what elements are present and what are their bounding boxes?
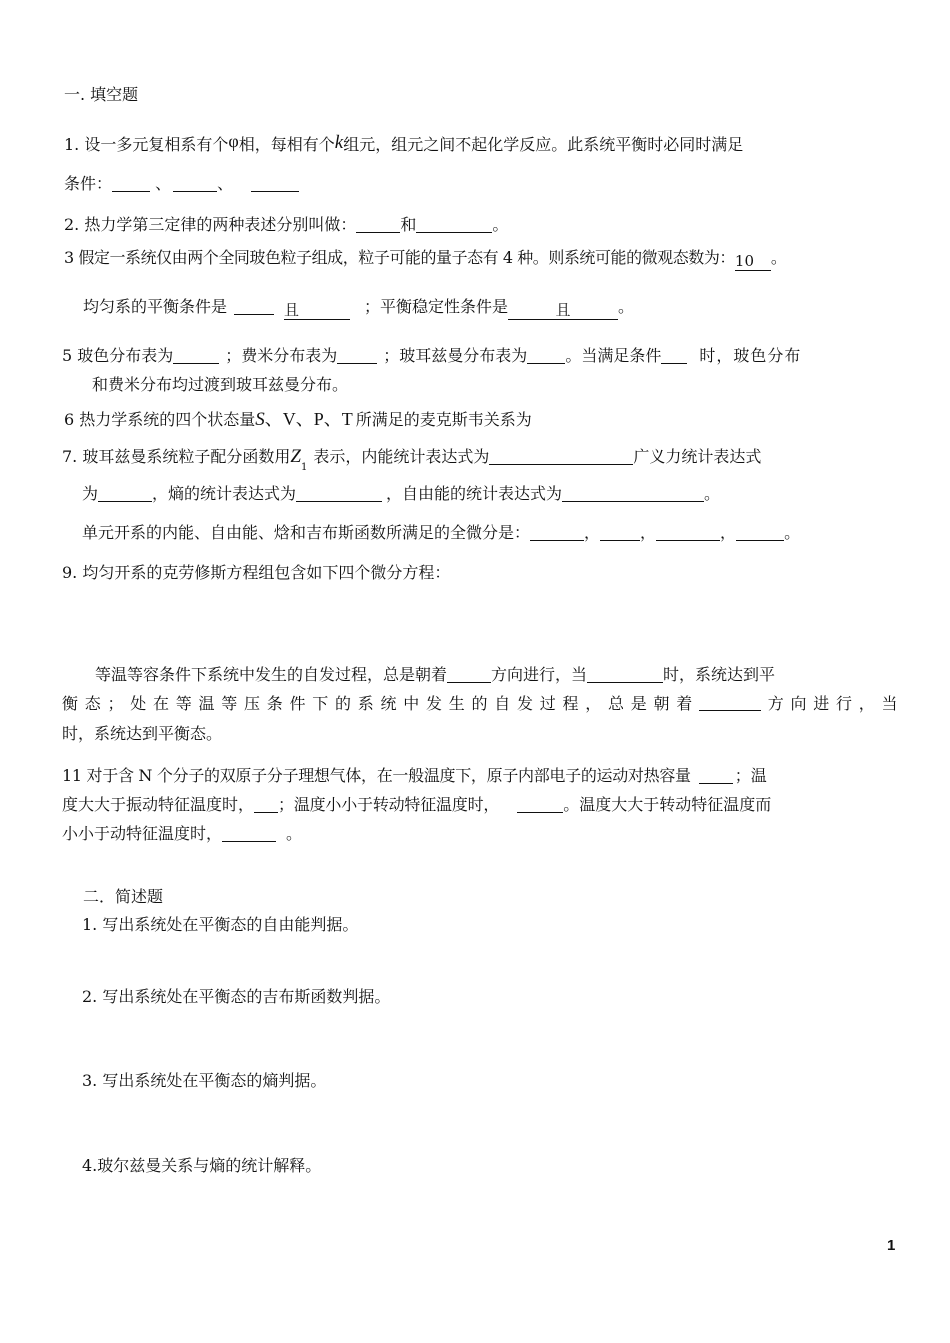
q2-blank-2[interactable]: [416, 216, 492, 233]
q7-text-a: 7. 玻耳兹曼系统粒子配分函数用: [62, 447, 291, 466]
q2-and: 和: [400, 215, 417, 234]
q10-l2-char: 处: [130, 694, 147, 713]
q1-blank-2[interactable]: [173, 175, 217, 192]
q2-blank-1[interactable]: [356, 216, 400, 233]
q11-blank-3[interactable]: [517, 796, 563, 813]
q8-blank-1[interactable]: [530, 524, 584, 541]
q10-blank-2[interactable]: [587, 666, 663, 683]
q4-mid: ；平衡稳定性条件是: [364, 297, 509, 316]
q8-blank-2[interactable]: [600, 524, 640, 541]
short-answer-item: 2. 写出系统处在平衡态的吉布斯函数判据。: [82, 987, 391, 1006]
q10-l2-char: 件: [289, 694, 306, 713]
page-number: 1: [887, 1237, 896, 1254]
section-heading-short-answer: 二．简述题: [83, 887, 164, 906]
q10-l2-char: 过: [539, 694, 556, 713]
q11-blank-2[interactable]: [254, 796, 278, 813]
question-4: [83, 297, 634, 320]
q10-l2-char: ；: [107, 694, 124, 713]
q2-text: 2. 热力学第三定律的两种表述分别叫做：: [64, 215, 357, 234]
q11-text-c: 度大大于振动特征温度时，: [62, 795, 255, 814]
question-7: [62, 447, 761, 478]
q3-answer: 10: [735, 254, 771, 271]
q4-qie-2: 且: [508, 303, 618, 320]
q8-comma: ，: [720, 523, 737, 542]
q10-l2-char: 温: [198, 694, 215, 713]
q1-conditions-label: 条件：: [64, 174, 113, 193]
q5-text-e: 时，玻色分布: [699, 346, 802, 365]
q10-l2-char: 当: [881, 694, 898, 713]
q10-text-c: 时，系统达到平: [663, 665, 776, 684]
q10-l2-char: 的: [335, 694, 352, 713]
q7-blank-4[interactable]: [562, 485, 704, 502]
q5-blank-2[interactable]: [337, 347, 377, 364]
question-9: 9. 均匀开系的克劳修斯方程组包含如下四个微分方程：: [62, 563, 451, 582]
q10-l2-char: 衡: [62, 694, 79, 713]
q10-l2-char: 态: [84, 694, 101, 713]
q2-end: 。: [492, 215, 509, 234]
question-10-line-2: [62, 694, 898, 714]
q10-l2-char: 压: [244, 694, 261, 713]
q10-l2-char: 等: [221, 694, 238, 713]
q5-text-b: ；费米分布表为: [225, 346, 338, 365]
q10-text-a: 等温等容条件下系统中发生的自发过程，总是朝着: [95, 665, 448, 684]
question-11-line-3: [62, 824, 302, 844]
q10-text-b: 方向进行，当: [491, 665, 588, 684]
q10-l2-char: 生: [448, 694, 465, 713]
q11-text-a: 11 对于含 N 个分子的双原子分子理想气体，在一般温度下，原子内部电子的运动对热容量: [62, 766, 691, 785]
q1-blank-3[interactable]: [251, 175, 299, 192]
q6-text-b: 所满足的麦克斯韦关系为: [355, 410, 532, 429]
q10-blank-1[interactable]: [447, 666, 491, 683]
q7-blank-1[interactable]: [489, 448, 633, 465]
question-10-line-1: [95, 665, 775, 685]
q7-text-c: 广义力统计表达式: [633, 447, 762, 466]
q11-blank-4[interactable]: [222, 825, 276, 842]
q10-l2-char: 系: [357, 694, 374, 713]
q4-blank-1[interactable]: [234, 298, 274, 315]
q10-l2-char: 的: [471, 694, 488, 713]
k-symbol: k: [334, 132, 344, 153]
q1-text-a: 1. 设一多元复相系有个: [64, 135, 229, 154]
q10-l2-char: 向: [790, 694, 807, 713]
question-10-line-3: 时，系统达到平衡态。: [62, 724, 223, 743]
q5-blank-3[interactable]: [527, 347, 565, 364]
q10-l2-char: 总: [608, 694, 625, 713]
q1-blank-1[interactable]: [112, 175, 150, 192]
q10-l2-char: 自: [494, 694, 511, 713]
q11-end: 。: [286, 824, 303, 843]
q7-blank-3[interactable]: [296, 485, 382, 502]
question-11-line-2: [62, 795, 771, 815]
q6-vars: 、V、P、T: [264, 409, 353, 429]
q3-end: 。: [770, 248, 787, 267]
q5-text-d: 。当满足条件: [565, 346, 662, 365]
question-3: [64, 248, 787, 271]
q10-l2-char: ，: [585, 694, 602, 713]
q5-text-a: 5 玻色分布表为: [62, 346, 174, 365]
question-7-line-2: [82, 484, 720, 504]
q7-text-b: 表示，内能统计表达式为: [313, 447, 490, 466]
q8-blank-3[interactable]: [656, 524, 720, 541]
q8-end: 。: [784, 523, 801, 542]
q11-text-f: 小小于动特征温度时，: [62, 824, 223, 843]
q1-sep: 、: [217, 174, 234, 193]
q11-text-e: 。温度大大于转动特征温度而: [563, 795, 772, 814]
q8-text: 单元开系的内能、自由能、焓和吉布斯函数所满足的全微分是：: [82, 523, 531, 542]
q8-blank-4[interactable]: [736, 524, 784, 541]
q10-l2-char: 等: [175, 694, 192, 713]
q10-l2-char: 程: [562, 694, 579, 713]
q10-l2-char: 行: [835, 694, 852, 713]
q4-text: 均匀系的平衡条件是: [83, 297, 228, 316]
q10-l2-char: 下: [312, 694, 329, 713]
q7-l2-end: 。: [704, 484, 721, 503]
q4-qie-1: 且: [284, 303, 350, 320]
q8-comma: ，: [584, 523, 601, 542]
question-5: [62, 346, 801, 366]
question-5-line-2: 和费米分布均过渡到玻耳兹曼分布。: [92, 375, 349, 394]
q7-l2-a: 为: [82, 484, 99, 503]
q3-text: 3 假定一系统仅由两个全同玻色粒子组成，粒子可能的量子态有 4 种。则系统可能的微观态数为：: [64, 248, 735, 267]
z-symbol: Z: [290, 446, 301, 467]
q11-blank-1[interactable]: [699, 767, 733, 784]
question-6: [64, 409, 532, 430]
q5-text-c: ；玻耳兹曼分布表为: [383, 346, 528, 365]
short-answer-item: 1. 写出系统处在平衡态的自由能判据。: [82, 915, 359, 934]
section-heading-fill-in: 一. 填空题: [64, 85, 139, 104]
s-symbol: S: [255, 409, 265, 430]
q6-text-a: 6 热力学系统的四个状态量: [64, 410, 256, 429]
q10-l2-char: 在: [153, 694, 170, 713]
q10-l2-char: 中: [403, 694, 420, 713]
question-8: [82, 523, 800, 543]
q5-blank-1[interactable]: [173, 347, 219, 364]
q1-text-c: 组元，组元之间不起化学反应。此系统平衡时必同时满足: [343, 135, 744, 154]
q10-l2-char: 条: [266, 694, 283, 713]
q10-blank-3[interactable]: [699, 694, 761, 711]
q10-l2-char: ，: [858, 694, 875, 713]
q7-blank-2[interactable]: [98, 485, 152, 502]
q8-comma: ，: [640, 523, 657, 542]
q10-l2-char: 发: [517, 694, 534, 713]
q4-end: 。: [618, 297, 635, 316]
q11-text-d: ；温度小小于转动特征温度时，: [278, 795, 500, 814]
q5-blank-4[interactable]: [661, 347, 687, 364]
q10-l2-char: 着: [676, 694, 693, 713]
short-answer-item: 4.玻尔兹曼关系与熵的统计解释。: [82, 1156, 322, 1175]
q10-l2-char: 朝: [653, 694, 670, 713]
question-11-line-1: [62, 766, 767, 786]
phi-symbol: φ: [228, 131, 239, 151]
q10-l2-char: 发: [426, 694, 443, 713]
q7-l2-b: ，熵的统计表达式为: [152, 484, 297, 503]
question-1: [64, 131, 743, 155]
q11-text-b: ；温: [734, 766, 767, 785]
q10-l2-char: 进: [813, 694, 830, 713]
z-subscript: 1: [300, 462, 308, 473]
q7-l2-c: ，自由能的统计表达式为: [386, 484, 563, 503]
q1-text-b: 相，每相有个: [238, 135, 335, 154]
q10-l2-char: 方: [767, 694, 784, 713]
q10-l2-char: 是: [630, 694, 647, 713]
question-2: [64, 215, 508, 235]
question-1-line-2: [64, 174, 299, 194]
short-answer-item: 3. 写出系统处在平衡态的熵判据。: [82, 1071, 327, 1090]
q10-l2-char: 统: [380, 694, 397, 713]
q1-sep: 、: [155, 174, 172, 193]
